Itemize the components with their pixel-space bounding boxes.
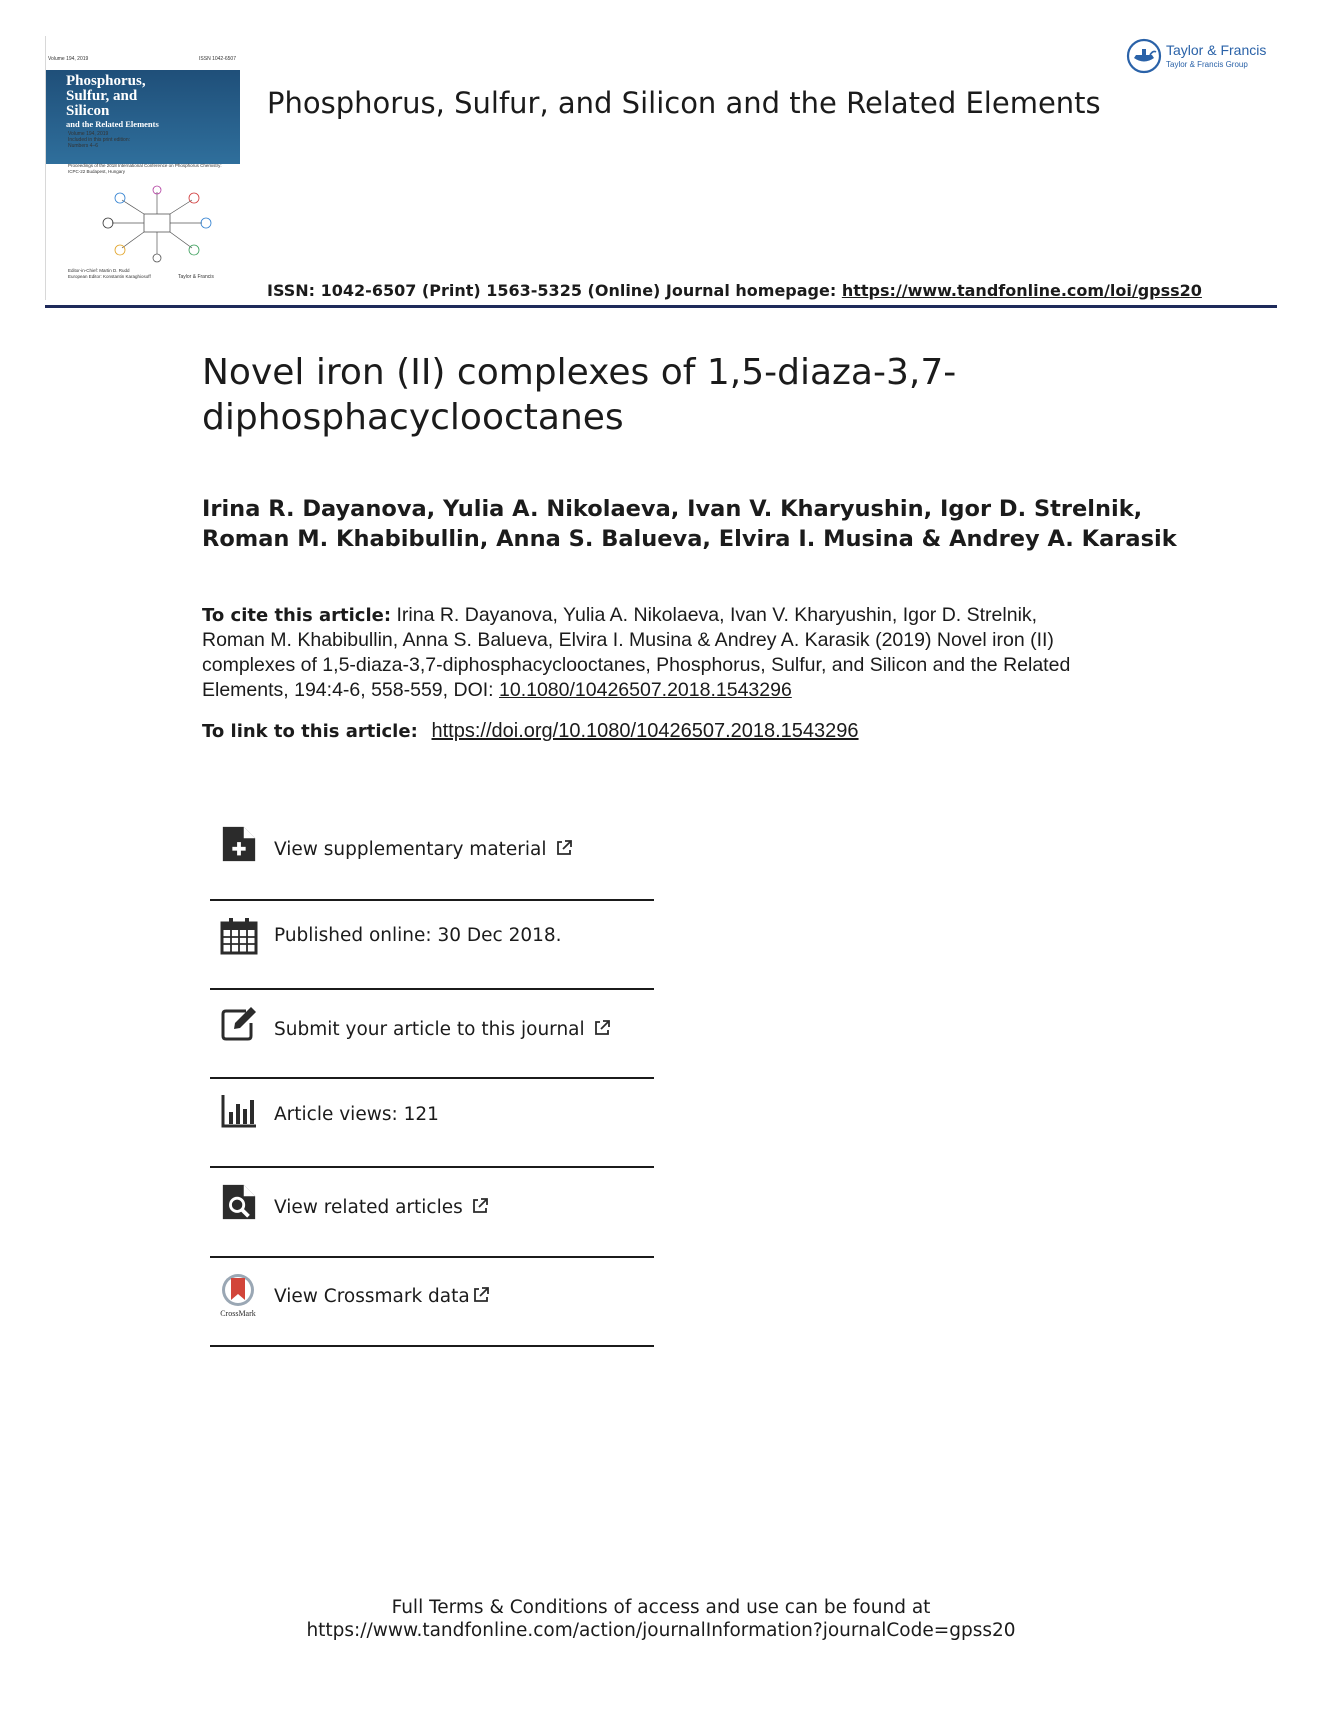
crossmark-label: View Crossmark data [274, 1286, 470, 1307]
list-divider [210, 1345, 654, 1347]
issn-text: ISSN: 1042-6507 (Print) 1563-5325 (Online) Journal homepage: [267, 281, 837, 300]
supplementary-label: View supplementary material [274, 839, 547, 860]
publisher-group: Taylor & Francis Group [1166, 60, 1248, 69]
article-link-line [202, 720, 859, 743]
footer [0, 1596, 1322, 1642]
crossmark-icon [216, 1272, 260, 1318]
footer-terms-link[interactable]: https://www.tandfonline.com/action/journalInformation?journalCode=gpss20 [306, 1620, 1016, 1641]
cite-label: To cite this article: [202, 605, 392, 626]
cover-editors [68, 268, 168, 279]
publisher-lamp-icon [1126, 38, 1162, 74]
cover-title [66, 74, 236, 119]
cover-proceedings: Proceedings of the 2018 International Conference on Phosphorus Chemistry: ICPC-22 Budapest, Hungary [68, 163, 222, 174]
cite-doi-link[interactable]: 10.1080/10426507.2018.1543296 [499, 679, 792, 701]
cover-title-line: Silicon [66, 103, 110, 119]
cover-top-line [48, 56, 236, 62]
external-link-icon [555, 839, 573, 857]
header-divider [45, 305, 1277, 308]
cover-info [68, 131, 228, 149]
article-views-label: Article views: 121 [274, 1104, 439, 1125]
cover-editor-line: European Editor: Konstantin Karaghiosoff [68, 273, 151, 279]
cover-info-line: Volume 194, 2019 [68, 131, 109, 137]
cover-title-line: Sulfur, and [66, 88, 138, 104]
authors-line: Irina R. Dayanova, Yulia A. Nikolaeva, Ivan V. Kharyushin, Igor D. Strelnik, [202, 496, 1143, 522]
list-divider [210, 1077, 654, 1079]
cover-issn: ISSN 1042-6507 [199, 56, 236, 62]
journal-homepage-link[interactable]: https://www.tandfonline.com/loi/gpss20 [841, 281, 1202, 300]
cover-title-line: Phosphorus, [66, 73, 146, 89]
cover-subtitle: and the Related Elements [66, 119, 159, 129]
cover-editor-line: Editor-in-Chief: Martin D. Rudd [68, 268, 130, 273]
edit-icon [220, 1005, 258, 1043]
link-label: To link to this article: [202, 721, 418, 742]
cite-text: Irina R. Dayanova, Yulia A. Nikolaeva, Ivan V. Kharyushin, Igor D. Strelnik, Roman M. Khabibullin, Anna S. Balueva, Elvira I. Musina & Andrey A. Karasik (2019) Novel iron (II) complexes of 1,5-diaza-3,7-diphosphacyclooctanes, Phosphorus, Sulfur, and Silicon and the Related Elements, 194:4-6, 558-559, DOI: [202, 604, 1071, 701]
related-articles-link[interactable] [210, 1180, 654, 1230]
bar-chart-icon [220, 1092, 258, 1130]
article-authors [202, 494, 1182, 554]
publisher-logo[interactable] [1126, 38, 1286, 78]
published-online-item [210, 914, 654, 964]
external-link-icon [471, 1197, 489, 1215]
list-divider [210, 1166, 654, 1168]
external-link-icon [472, 1286, 490, 1304]
publisher-name: Taylor & Francis [1166, 42, 1267, 58]
cover-volume: Volume 194, 2019 [48, 56, 89, 62]
article-doi-link[interactable]: https://doi.org/10.1080/10426507.2018.1543296 [431, 720, 859, 742]
list-divider [210, 988, 654, 990]
article-title: Novel iron (II) complexes of 1,5-diaza-3,7-diphosphacyclooctanes [202, 352, 957, 438]
published-online-label: Published online: 30 Dec 2018. [274, 925, 562, 946]
journal-cover [45, 36, 240, 300]
footer-line: Full Terms & Conditions of access and use can be found at [391, 1597, 931, 1618]
related-label: View related articles [274, 1197, 463, 1218]
submit-article-link[interactable] [210, 1002, 654, 1052]
article-views-item [210, 1092, 654, 1142]
cover-publisher: Taylor & Francis [178, 274, 214, 280]
crossmark-link[interactable] [210, 1272, 654, 1322]
external-link-icon [593, 1019, 611, 1037]
authors-line: Roman M. Khabibullin, Anna S. Balueva, Elvira I. Musina & Andrey A. Karasik [202, 526, 1177, 552]
list-divider [210, 1256, 654, 1258]
file-plus-icon [220, 825, 258, 863]
supplementary-material-link[interactable] [210, 822, 654, 872]
issn-line [267, 281, 1202, 300]
file-search-icon [220, 1183, 258, 1221]
journal-title: Phosphorus, Sulfur, and Silicon and the Related Elements [267, 86, 1101, 120]
calendar-icon [220, 917, 258, 955]
submit-label: Submit your article to this journal [274, 1019, 585, 1040]
crossmark-logo-text: CrossMark [220, 1309, 256, 1318]
list-divider [210, 899, 654, 901]
cover-info-line: Included in this print edition: [68, 137, 130, 143]
citation-block [202, 603, 1102, 703]
cover-scheme-graphic [92, 182, 222, 266]
cover-info-line: Numbers 4–6 [68, 143, 99, 149]
